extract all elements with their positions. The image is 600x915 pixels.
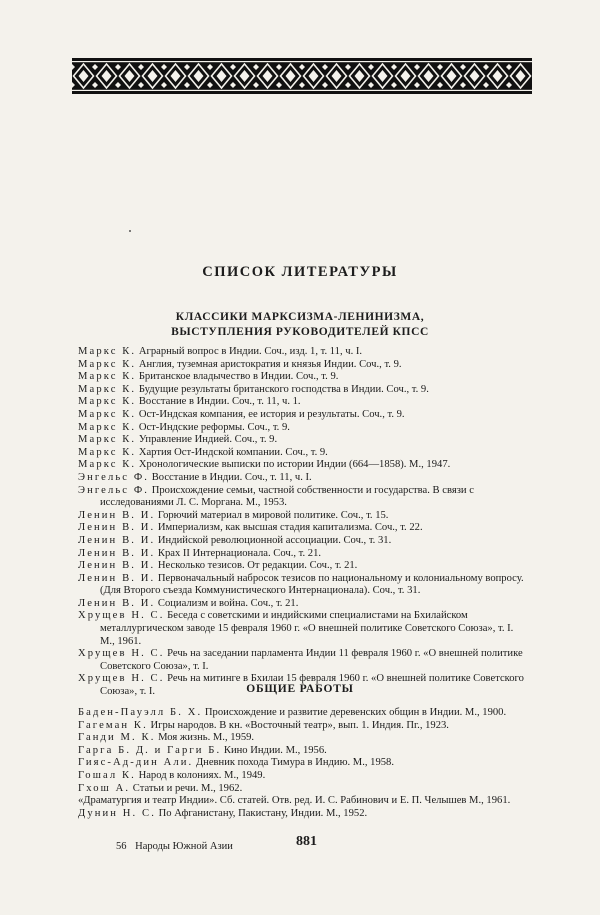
entry-author: Маркс К. [78,408,137,420]
entry-author: Ленин В. И. [78,522,156,534]
entry-author: Хрущев Н. С. [78,648,165,660]
entry-text: Происхождение семьи, частной собственности и государства. В связи с исследованиями Л. С. Моргана. М., 1953. [100,484,474,509]
entry-text: Первоначальный набросок тезисов по национальному и колониальному вопросу. (Для Второго съезда Коммунистического Интернационала). Соч., т. 31. [100,572,524,597]
entry-text: Речь на митинге в Бхилаи 15 февраля 1960 г. «О внешней политике Советского Союза», т. I. [100,673,524,698]
bibliography-entry [78,732,525,745]
bibliography-entry [78,346,525,359]
entry-author: Маркс К. [78,383,137,395]
entry-author: Маркс К. [78,459,137,471]
bibliography-entry [78,707,525,720]
entry-author: Ленин В. И. [78,572,156,584]
entry-text: Статьи и речи. М., 1962. [132,782,243,794]
bibliography-entry [78,795,525,808]
bibliography-list-general [78,707,525,820]
bibliography-entry [78,573,525,598]
entry-author: Энгельс Ф. [78,471,150,483]
entry-text: Аграрный вопрос в Индии. Соч., изд. 1, т. 11, ч. I. [138,346,363,357]
entry-text: Англия, туземная аристократия и князья Индии. Соч., т. 9. [138,358,402,370]
entry-text: Восстание в Индии. Соч., т. 11, ч. 1. [138,396,301,408]
bibliography-entry [78,598,525,611]
entry-text: Кино Индии. М., 1956. [223,744,327,756]
entry-text: Хартия Ост-Индской компании. Соч., т. 9. [138,446,328,458]
bibliography-entry [78,359,525,372]
page-number: 881 [296,834,317,849]
entry-text: Происхождение и развитие деревенских общин в Индии. М., 1900. [204,707,507,718]
entry-text: Народ в колониях. М., 1949. [138,769,266,781]
entry-text: Империализм, как высшая стадия капитализма. Соч., т. 22. [157,522,423,534]
bibliography-entry [78,472,525,485]
signature-number: 56 [116,841,127,852]
entry-author: Хрущев Н. С. [78,610,165,622]
printer-signature [116,841,233,852]
entry-text: Крах II Интернационала. Соч., т. 21. [157,547,322,559]
page-title: СПИСОК ЛИТЕРАТУРЫ [202,264,398,280]
decorative-ornament-band [72,58,532,94]
entry-author: Баден-Пауэлл Б. Х. [78,707,203,718]
entry-text: Несколько тезисов. От редакции. Соч., т. 21. [157,560,358,572]
section-heading-classics [0,310,600,340]
bibliography-entry [78,447,525,460]
entry-text: Восстание в Индии. Соч., т. 11, ч. I. [151,471,312,483]
bibliography-entry [78,535,525,548]
entry-text: Британское владычество в Индии. Соч., т. 9. [138,371,339,383]
bibliography-entry [78,610,525,648]
entry-text: Дневник похода Тимура в Индию. М., 1958. [195,757,394,769]
entry-text: Управление Индией. Соч., т. 9. [138,434,278,446]
section-heading-line: ВЫСТУПЛЕНИЯ РУКОВОДИТЕЛЕЙ КПСС [171,326,429,338]
entry-text: Игры народов. В кн. «Восточный театр», вып. 1. Индия. Пг., 1923. [150,719,449,731]
entry-text: Социализм и война. Соч., т. 21. [157,597,299,609]
entry-author: Гошал К. [78,769,136,781]
bibliography-entry [78,783,525,796]
entry-text: Ост-Индские реформы. Соч., т. 9. [138,421,290,433]
entry-author: Гагеман К. [78,719,148,731]
bibliography-entry [78,720,525,733]
section-heading-general-works: ОБЩИЕ РАБОТЫ [246,683,354,695]
entry-text: Речь на заседании парламента Индии 11 февраля 1960 г. «О внешней политике Советского Союза», т. I. [100,648,523,672]
bibliography-entry [78,434,525,447]
signature-title: Народы Южной Азии [135,841,233,852]
entry-text: Будущие результаты британского господства в Индии. Соч., т. 9. [138,383,429,395]
entry-author: Гарга Б. Д. и Гарги Б. [78,744,222,756]
entry-author: Ленин В. И. [78,597,156,609]
entry-author: Маркс К. [78,421,137,433]
bibliography-entry [78,757,525,770]
bibliography-entry [78,808,525,821]
entry-author: Маркс К. [78,371,137,383]
entry-author: Гияс-Ад-дин Али. [78,757,194,769]
bibliography-entry [78,459,525,472]
entry-text: Беседа с советскими и индийскими специалистами на Бхилайском металлургическом заводе 15 февраля 1960 г. «О внешней политике Советского Союза», т. I. М., 1961. [100,610,514,647]
entry-text: «Драматургия и театр Индии». Сб. статей. Отв. ред. И. С. Рабинович и Е. П. Челышев М., 1961. [78,795,511,807]
print-speck [129,230,131,232]
entry-text: Хронологические выписки по истории Индии (664—1858). М., 1947. [138,459,451,471]
section-heading-line: КЛАССИКИ МАРКСИЗМА-ЛЕНИНИЗМА, [175,311,425,323]
entry-author: Маркс К. [78,434,137,446]
entry-author: Хрущев Н. С. [78,673,165,685]
entry-author: Ганди М. К. [78,732,156,744]
entry-author: Энгельс Ф. [78,484,150,496]
entry-text: Индийской революционной ассоциации. Соч., т. 31. [157,534,392,546]
bibliography-entry [78,422,525,435]
bibliography-list-classics [78,346,525,699]
bibliography-entry [78,485,525,510]
entry-author: Маркс К. [78,346,137,357]
bibliography-entry [78,745,525,758]
bibliography-entry [78,522,525,535]
entry-author: Гхош А. [78,782,131,794]
bibliography-entry [78,770,525,783]
entry-author: Ленин В. И. [78,560,156,572]
entry-author: Маркс К. [78,358,137,370]
bibliography-entry [78,560,525,573]
bibliography-entry [78,510,525,523]
bibliography-entry [78,548,525,561]
bibliography-entry [78,384,525,397]
entry-text: Горючий материал в мировой политике. Соч., т. 15. [157,509,389,521]
entry-text: По Афганистану, Пакистану, Индии. М., 1952. [158,807,368,819]
entry-author: Маркс К. [78,446,137,458]
entry-author: Ленин В. И. [78,547,156,559]
entry-author: Ленин В. И. [78,509,156,521]
bibliography-entry [78,396,525,409]
bibliography-entry [78,371,525,384]
entry-text: Ост-Индская компания, ее история и результаты. Соч., т. 9. [138,408,405,420]
bibliography-entry [78,648,525,673]
entry-author: Дунин Н. С. [78,807,156,819]
entry-author: Ленин В. И. [78,534,156,546]
entry-text: Моя жизнь. М., 1959. [158,732,255,744]
bibliography-entry [78,409,525,422]
entry-author: Маркс К. [78,396,137,408]
